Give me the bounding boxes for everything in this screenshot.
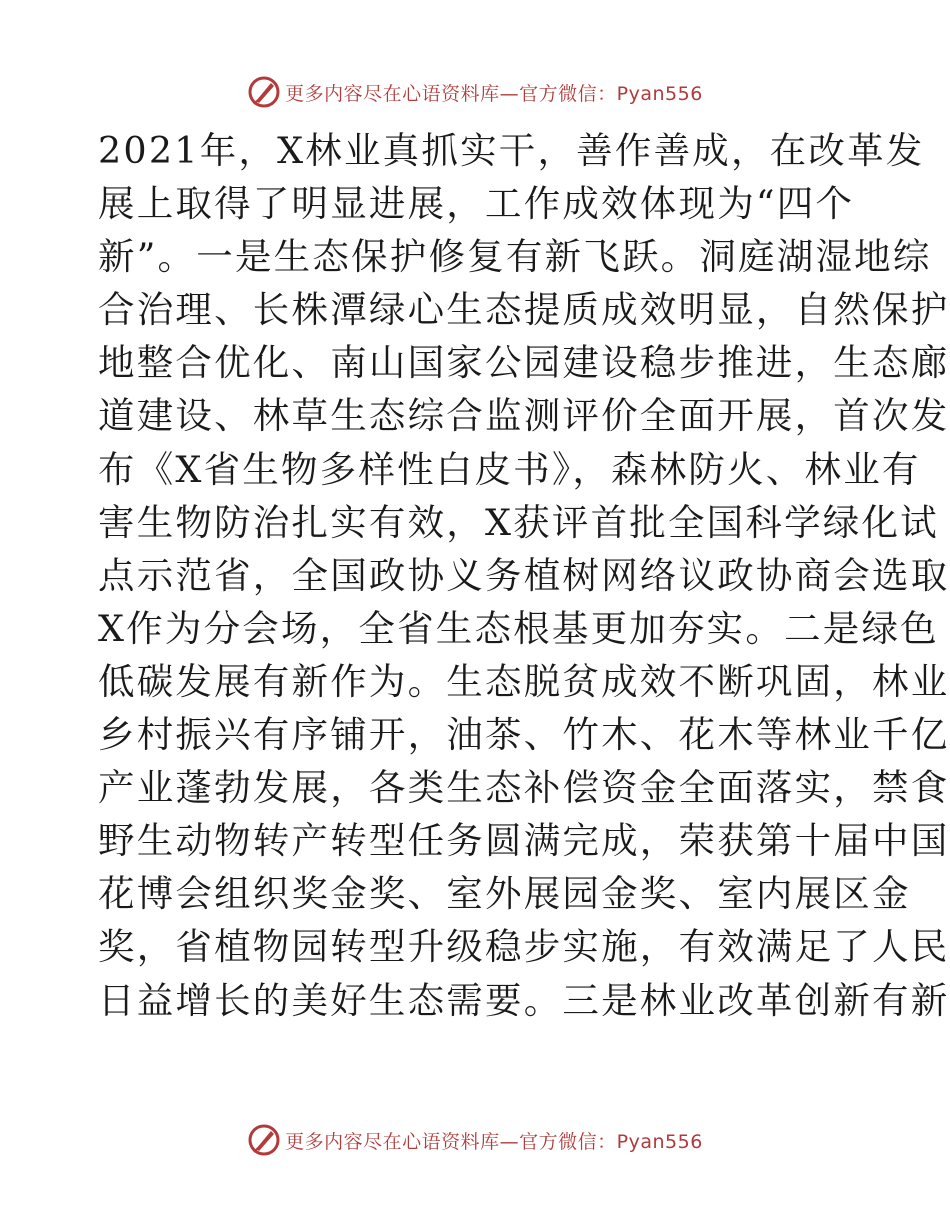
text-line: 合治理、长株潭绿心生态提质成效明显，自然保护 <box>98 288 950 332</box>
header-watermark <box>0 72 950 112</box>
text-line: 布《X省生物多样性白皮书》，森林防火、林业有 <box>98 447 921 491</box>
text-line: 害生物防治扎实有效，X获评首批全国科学绿化试 <box>98 500 939 544</box>
text-line: 奖，省植物园转型升级稳步实施，有效满足了人民 <box>98 925 950 969</box>
footer-watermark <box>0 1120 950 1160</box>
text-line: 2021年，X林业真抓实干，善作善成，在改革发 <box>98 129 925 172</box>
quill-logo-icon <box>247 75 281 109</box>
text-line: X作为分会场，全省生态根基更加夯实。二是绿色 <box>98 606 939 650</box>
text-line: 产业蓬勃发展，各类生态补偿资金全面落实，禁食 <box>98 766 950 810</box>
text-line: 新”。一是生态保护修复有新飞跃。洞庭湖湿地综 <box>98 235 932 279</box>
text-line: 日益增长的美好生态需要。三是林业改革创新有新 <box>98 978 950 1022</box>
watermark-text: 更多内容尽在心语资料库—官方微信：Pyan556 <box>285 1130 703 1153</box>
text-line: 花博会组织奖金奖、室外展园金奖、室内展区金 <box>98 872 911 916</box>
text-line: 展上取得了明显进展，工作成效体现为“四个 <box>98 182 855 226</box>
text-line: 道建设、林草生态综合监测评价全面开展，首次发 <box>98 394 950 438</box>
text-line: 地整合优化、南山国家公园建设稳步推进，生态廊 <box>98 341 950 385</box>
document-paragraph <box>98 124 950 1027</box>
text-line: 低碳发展有新作为。生态脱贫成效不断巩固，林业 <box>98 659 950 703</box>
text-line: 乡村振兴有序铺开，油茶、竹木、花木等林业千亿 <box>98 713 950 757</box>
quill-logo-icon <box>247 1123 281 1157</box>
text-line: 野生动物转产转型任务圆满完成，荣获第十届中国 <box>98 819 950 863</box>
watermark-text: 更多内容尽在心语资料库—官方微信：Pyan556 <box>285 82 703 105</box>
text-line: 点示范省，全国政协义务植树网络议政协商会选取 <box>98 553 950 597</box>
